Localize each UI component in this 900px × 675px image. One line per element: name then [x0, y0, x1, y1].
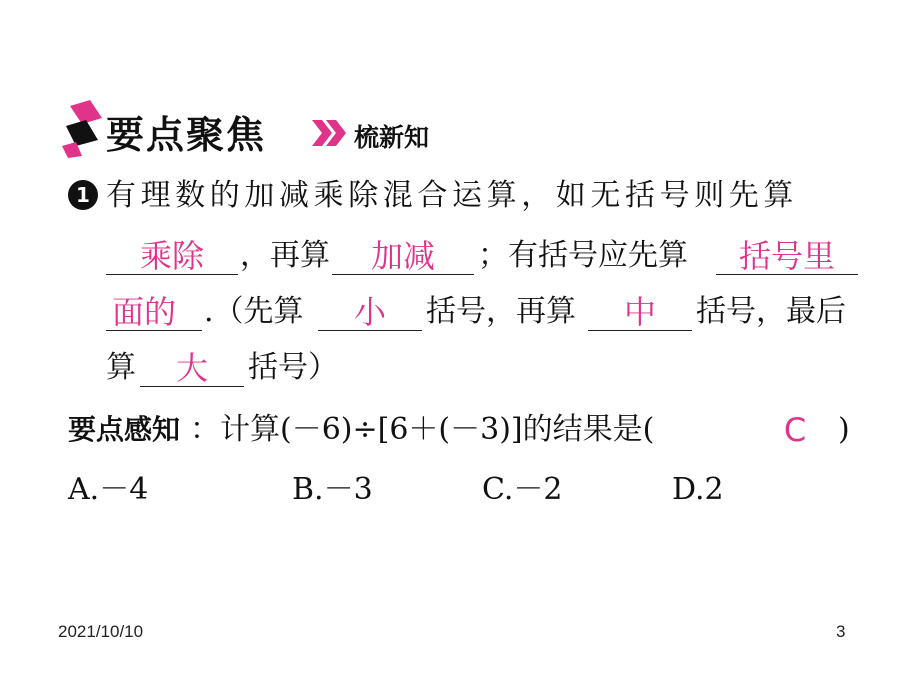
practice-label: 要点感知 [68, 413, 181, 446]
text-bracket-close: 括号） [248, 350, 338, 385]
option-a: A.－4 [68, 472, 149, 507]
double-chevron-right-icon [312, 120, 348, 146]
point-number-badge: 1 [68, 180, 98, 210]
practice-close-paren: ) [838, 412, 850, 447]
text-paren-first: ；有括号应先算 [478, 238, 688, 273]
option-d: D.2 [672, 472, 724, 507]
page-number: 3 [836, 622, 846, 641]
point1-line1: 有理数的加减乘除混合运算，如无括号则先算 [106, 178, 798, 213]
answer-2: 加减 [370, 237, 435, 275]
option-c: C.－2 [482, 472, 563, 507]
text-bracket-then: 括号，再算 [426, 294, 576, 329]
section-title: 要点聚焦 [106, 113, 267, 157]
answer-4: 小 [353, 293, 386, 331]
answer-6: 大 [175, 349, 208, 387]
answer-1: 乘除 [139, 237, 204, 275]
text-bracket-last: 括号，最后 [696, 294, 846, 329]
ribbon-logo-icon [62, 100, 104, 158]
footer-date: 2021/10/10 [58, 622, 144, 641]
answer-3a: 括号里 [738, 237, 835, 275]
text-then-calc: ，再算 [240, 238, 330, 273]
practice-answer: C [783, 411, 807, 449]
section-subtitle: 梳新知 [354, 123, 430, 152]
option-b: B.－3 [292, 472, 373, 507]
text-first-calc: .（先算 [204, 294, 304, 329]
practice-question: ：计算(－6)÷[6＋(－3)]的结果是( [190, 412, 655, 447]
text-calc: 算 [106, 350, 136, 385]
section-header [62, 100, 462, 160]
answer-5: 中 [623, 293, 656, 331]
answer-3b: 面的 [111, 293, 176, 331]
